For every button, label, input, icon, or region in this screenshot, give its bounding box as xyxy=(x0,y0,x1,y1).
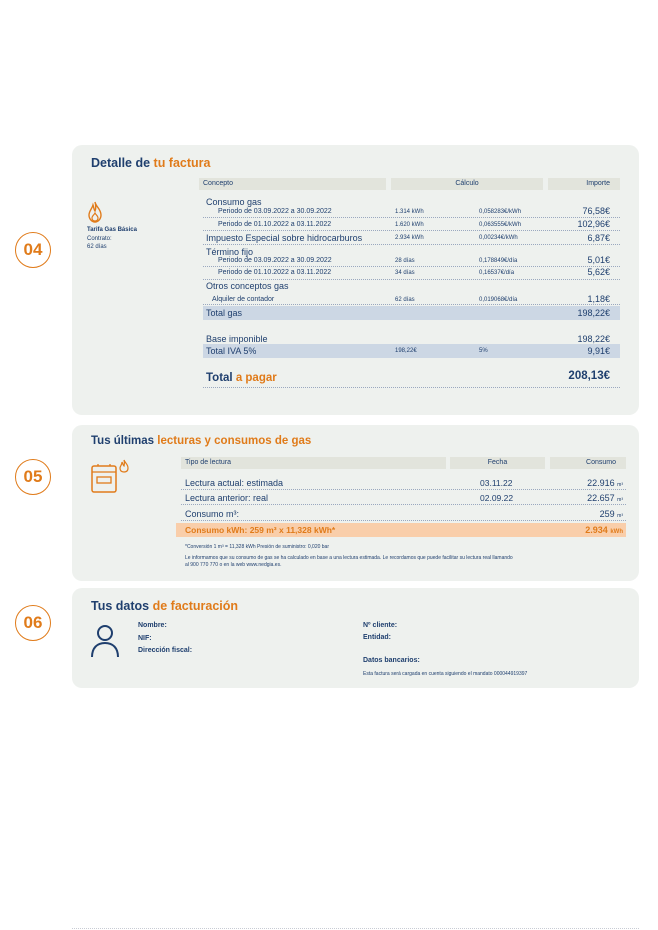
base-label: Base imponible xyxy=(206,334,268,344)
impuesto-amount: 6,87€ xyxy=(587,233,610,243)
alquiler-amount: 1,18€ xyxy=(587,294,610,304)
header-calc: Cálculo xyxy=(391,178,543,190)
consumo-m3-value: 259 m³ xyxy=(599,509,623,519)
header-date: Fecha xyxy=(450,457,545,469)
consumo-price-1: 0,058283€/kWh xyxy=(479,209,522,215)
section-number-05: 05 xyxy=(15,459,51,495)
conversion-note: *Conversión 1 m³ = 11,328 kWh Presión de suministro: 0,020 bar xyxy=(185,544,330,550)
bancarios-label: Datos bancarios: xyxy=(363,657,420,664)
consumo-kwh-label: Consumo kWh: 259 m³ x 11,328 kWh* xyxy=(185,525,336,535)
reading-previous-date: 02.09.22 xyxy=(480,493,514,503)
impuesto-price: 0,00234€/kWh xyxy=(479,235,518,241)
section-number-04: 04 xyxy=(15,232,51,268)
nombre-label: Nombre: xyxy=(138,622,167,629)
readings-title: Tus últimas lecturas y consumos de gas xyxy=(91,435,312,447)
billing-title: Tus datos de facturación xyxy=(91,599,239,613)
consumo-amount-2: 102,96€ xyxy=(577,219,610,229)
consumo-kwh-value: 2.934 kWh xyxy=(585,525,623,535)
fijo-amount-1: 5,01€ xyxy=(587,255,610,265)
header-amount: Importe xyxy=(548,178,620,190)
impuesto-qty: 2.934 kWh xyxy=(395,235,424,241)
iva-base: 198,22€ xyxy=(395,348,417,354)
estimate-note-contact: al 900 770 770 o en la web www.nedgia.es. xyxy=(185,562,282,568)
reading-current-date: 03.11.22 xyxy=(480,478,513,488)
mandato-text: Esta factura será cargada en cuenta siguiendo el mandato 000044919397 xyxy=(363,671,528,677)
total-label: Total a pagar xyxy=(206,372,277,384)
cliente-label: Nº cliente: xyxy=(363,622,398,629)
reading-current-value: 22.916 m³ xyxy=(587,478,623,488)
contract-label: Contrato: xyxy=(87,236,112,242)
alquiler-label: Alquiler de contador xyxy=(212,296,275,303)
nif-label: NIF: xyxy=(138,635,152,642)
base-amount: 198,22€ xyxy=(577,334,610,344)
contract-days: 62 días xyxy=(87,244,107,250)
alquiler-price: 0,019068€/día xyxy=(479,297,518,303)
footer-divider xyxy=(72,928,639,929)
consumo-period-2: Periodo de 01.10.2022 a 03.11.2022 xyxy=(218,221,332,228)
user-icon xyxy=(90,624,120,658)
header-reading-type: Tipo de lectura xyxy=(181,457,446,469)
total-amount: 208,13€ xyxy=(568,370,610,382)
fijo-price-1: 0,178849€/día xyxy=(479,258,518,264)
consumo-qty-1: 1.314 kWh xyxy=(395,209,424,215)
direccion-label: Dirección fiscal: xyxy=(138,647,193,654)
estimate-note: Le informamos que su consumo de gas se ha calculado en base a una lectura estimada. Le recordamos que puede facilitar su lectura real llamando xyxy=(185,555,513,561)
termino-fijo-label: Término fijo xyxy=(206,247,254,257)
fijo-qty-2: 34 días xyxy=(395,270,415,276)
entidad-label: Entidad: xyxy=(363,634,391,641)
consumo-period-1: Periodo de 03.09.2022 a 30.09.2022 xyxy=(218,208,332,215)
reading-previous-value: 22.657 m³ xyxy=(587,493,623,503)
fijo-period-1: Periodo de 03.09.2022 a 30.09.2022 xyxy=(218,257,332,264)
total-gas-amount: 198,22€ xyxy=(577,308,610,318)
fijo-amount-2: 5,62€ xyxy=(587,267,610,277)
header-concept: Concepto xyxy=(199,178,386,190)
reading-current-label: Lectura actual: estimada xyxy=(185,478,284,488)
alquiler-qty: 62 días xyxy=(395,297,415,303)
flame-icon xyxy=(87,201,103,223)
fijo-period-2: Periodo de 01.10.2022 a 03.11.2022 xyxy=(218,269,332,276)
header-consumo: Consumo xyxy=(550,457,626,469)
iva-rate: 5% xyxy=(479,348,488,354)
consumo-gas-label: Consumo gas xyxy=(206,197,262,207)
gas-meter-icon xyxy=(89,458,133,494)
consumo-price-2: 0,063555€/kWh xyxy=(479,222,522,228)
iva-label: Total IVA 5% xyxy=(206,346,257,356)
impuesto-label: Impuesto Especial sobre hidrocarburos xyxy=(206,233,363,243)
fijo-qty-1: 28 días xyxy=(395,258,415,264)
otros-label: Otros conceptos gas xyxy=(206,281,289,291)
consumo-amount-1: 76,58€ xyxy=(582,206,610,216)
iva-amount: 9,91€ xyxy=(587,346,610,356)
tariff-name: Tarifa Gas Básica xyxy=(87,227,137,233)
reading-previous-label: Lectura anterior: real xyxy=(185,493,269,503)
total-gas-label: Total gas xyxy=(206,308,243,318)
consumo-qty-2: 1.620 kWh xyxy=(395,222,424,228)
invoice-detail-title: Detalle de tu factura xyxy=(91,156,211,170)
consumo-m3-label: Consumo m³: xyxy=(185,509,240,519)
section-number-06: 06 xyxy=(15,605,51,641)
fijo-price-2: 0,16537€/día xyxy=(479,270,515,276)
